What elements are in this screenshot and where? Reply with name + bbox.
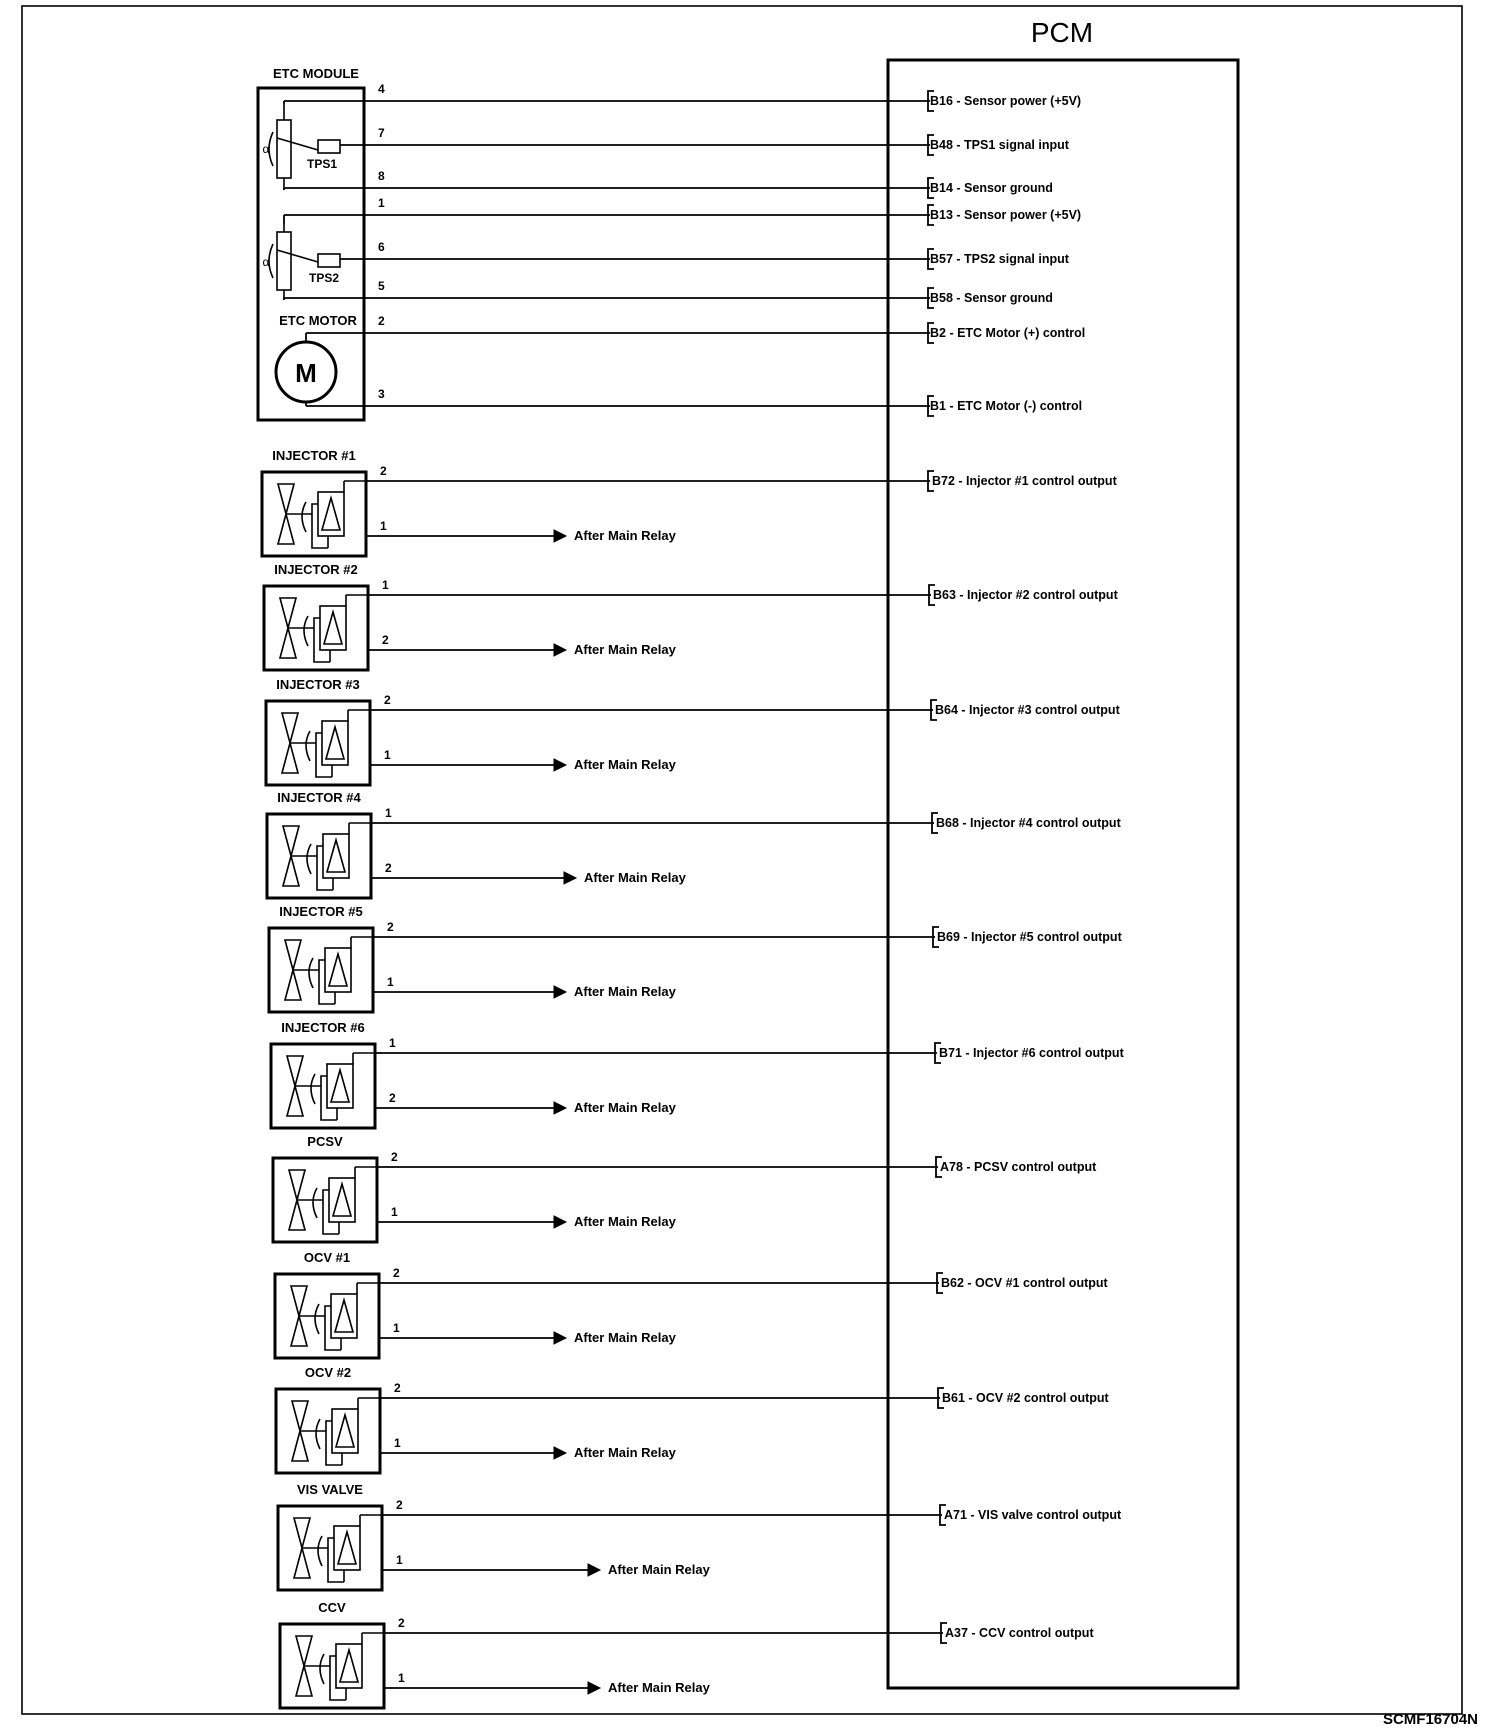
component-pin-number: 1 (398, 1671, 405, 1685)
etc-pin-number: 2 (378, 314, 385, 328)
after-main-relay-label: After Main Relay (608, 1562, 710, 1577)
after-main-relay-label: After Main Relay (574, 1330, 676, 1345)
solenoid-component (278, 1482, 1122, 1590)
pcm-pin-label: B48 - TPS1 signal input (930, 138, 1069, 152)
component-name: PCSV (307, 1134, 343, 1149)
after-main-relay-label: After Main Relay (584, 870, 686, 885)
component-pin-number: 2 (380, 464, 387, 478)
spring-arrow-icon (320, 1654, 324, 1684)
component-pin-number: 1 (394, 1436, 401, 1450)
component-pin-number: 2 (396, 1498, 403, 1512)
component-pin-number: 2 (394, 1381, 401, 1395)
spring-arrow-icon (316, 1419, 320, 1449)
component-name: INJECTOR #2 (274, 562, 358, 577)
component-pin-number: 1 (391, 1205, 398, 1219)
after-main-relay-label: After Main Relay (574, 757, 676, 772)
component-name: INJECTOR #1 (272, 448, 356, 463)
tps1-alpha: α (262, 142, 270, 156)
component-pin-number: 2 (393, 1266, 400, 1280)
pcm-pin-label: B72 - Injector #1 control output (932, 474, 1117, 488)
after-main-relay-label: After Main Relay (574, 1214, 676, 1229)
spring-arrow-icon (306, 731, 310, 761)
etc-pin-number: 1 (378, 196, 385, 210)
pcm-pin-label: B1 - ETC Motor (-) control (930, 399, 1083, 413)
pcm-pin-label: B58 - Sensor ground (930, 291, 1053, 305)
pcm-pin-label: B61 - OCV #2 control output (942, 1391, 1109, 1405)
component-pin-number: 1 (389, 1036, 396, 1050)
component-pin-number: 2 (387, 920, 394, 934)
etc-pin-number: 4 (378, 82, 385, 96)
pcm-pin-label: B2 - ETC Motor (+) control (930, 326, 1086, 340)
component-name: INJECTOR #5 (279, 904, 363, 919)
arrow-right-icon (554, 1102, 566, 1114)
etc-pin-number: 6 (378, 240, 385, 254)
component-pin-number: 2 (398, 1616, 405, 1630)
arrow-right-icon (554, 1332, 566, 1344)
solenoid-component (280, 1600, 1094, 1708)
tps2-sensor-icon (263, 224, 340, 300)
pcm-pin-label: B63 - Injector #2 control output (933, 588, 1118, 602)
pcm-pin-label: B16 - Sensor power (+5V) (930, 94, 1082, 108)
tps1-label: TPS1 (306, 157, 338, 171)
document-id: SCMF16704N (1382, 1711, 1478, 1728)
component-pin-number: 1 (393, 1321, 400, 1335)
pcm-pin-label: B68 - Injector #4 control output (936, 816, 1121, 830)
after-main-relay-label: After Main Relay (574, 642, 676, 657)
etc-motor-symbol: M (295, 358, 317, 388)
after-main-relay-label: After Main Relay (574, 528, 676, 543)
pcm-pin-label: B13 - Sensor power (+5V) (930, 208, 1082, 222)
pcm-title: PCM (1030, 17, 1094, 48)
component-name: VIS VALVE (297, 1482, 363, 1497)
etc-module (258, 66, 1085, 420)
spring-arrow-icon (315, 1304, 319, 1334)
solenoid-component (262, 448, 1118, 556)
after-main-relay-label: After Main Relay (608, 1680, 710, 1695)
arrow-right-icon (554, 1216, 566, 1228)
pcm-pin-label: B57 - TPS2 signal input (930, 252, 1069, 266)
component-pin-number: 1 (382, 578, 389, 592)
spring-arrow-icon (304, 616, 308, 646)
component-pin-number: 1 (396, 1553, 403, 1567)
component-pin-number: 1 (385, 806, 392, 820)
solenoid-component (271, 1020, 1125, 1128)
solenoid-component (275, 1250, 1109, 1358)
etc-pin-number: 5 (378, 279, 385, 293)
solenoid-component (264, 562, 1119, 670)
pcm-pin-label: A37 - CCV control output (945, 1626, 1094, 1640)
etc-pin-number: 7 (378, 126, 385, 140)
after-main-relay-label: After Main Relay (574, 1100, 676, 1115)
pcm-pin-label: A71 - VIS valve control output (944, 1508, 1122, 1522)
component-pin-number: 2 (391, 1150, 398, 1164)
arrow-right-icon (588, 1564, 600, 1576)
arrow-right-icon (554, 644, 566, 656)
solenoid-component (267, 790, 1122, 898)
after-main-relay-label: After Main Relay (574, 984, 676, 999)
spring-arrow-icon (313, 1188, 317, 1218)
page-frame (22, 6, 1462, 1714)
spring-arrow-icon (311, 1074, 315, 1104)
pcm-pin-label: B69 - Injector #5 control output (937, 930, 1122, 944)
pcm-pin-label: B64 - Injector #3 control output (935, 703, 1120, 717)
component-pin-number: 2 (389, 1091, 396, 1105)
pcm-pin-label: B71 - Injector #6 control output (939, 1046, 1124, 1060)
etc-motor-icon (276, 342, 336, 402)
after-main-relay-label: After Main Relay (574, 1445, 676, 1460)
component-name: CCV (318, 1600, 346, 1615)
arrow-right-icon (554, 759, 566, 771)
arrow-right-icon (554, 1447, 566, 1459)
tps1-sensor-icon (263, 104, 340, 190)
arrow-right-icon (554, 530, 566, 542)
component-name: OCV #2 (304, 1365, 352, 1380)
pcm-pin-label: B14 - Sensor ground (930, 181, 1053, 195)
component-name: INJECTOR #3 (276, 677, 360, 692)
pcm-pin-label: B62 - OCV #1 control output (941, 1276, 1108, 1290)
spring-arrow-icon (307, 844, 311, 874)
etc-module-label: ETC MODULE (273, 66, 359, 81)
etc-motor-label: ETC MOTOR (279, 313, 357, 328)
component-name: INJECTOR #6 (281, 1020, 365, 1035)
tps2-alpha: α (262, 255, 270, 269)
spring-arrow-icon (302, 502, 306, 532)
pcm-pin-label: A78 - PCSV control output (940, 1160, 1097, 1174)
spring-arrow-icon (309, 958, 313, 988)
etc-pin-number: 3 (378, 387, 385, 401)
arrow-right-icon (554, 986, 566, 998)
component-name: INJECTOR #4 (277, 790, 361, 805)
etc-pin-number: 8 (378, 169, 385, 183)
arrow-right-icon (588, 1682, 600, 1694)
solenoid-component (273, 1134, 1097, 1242)
solenoid-component (276, 1365, 1110, 1473)
component-name: OCV #1 (303, 1250, 351, 1265)
component-pin-number: 1 (387, 975, 394, 989)
component-pin-number: 1 (380, 519, 387, 533)
spring-arrow-icon (318, 1536, 322, 1566)
component-pin-number: 2 (384, 693, 391, 707)
component-pin-number: 1 (384, 748, 391, 762)
solenoid-component (266, 677, 1121, 785)
tps2-label: TPS2 (308, 271, 340, 285)
arrow-right-icon (564, 872, 576, 884)
solenoid-component (269, 904, 1123, 1012)
component-pin-number: 2 (382, 633, 389, 647)
component-pin-number: 2 (385, 861, 392, 875)
